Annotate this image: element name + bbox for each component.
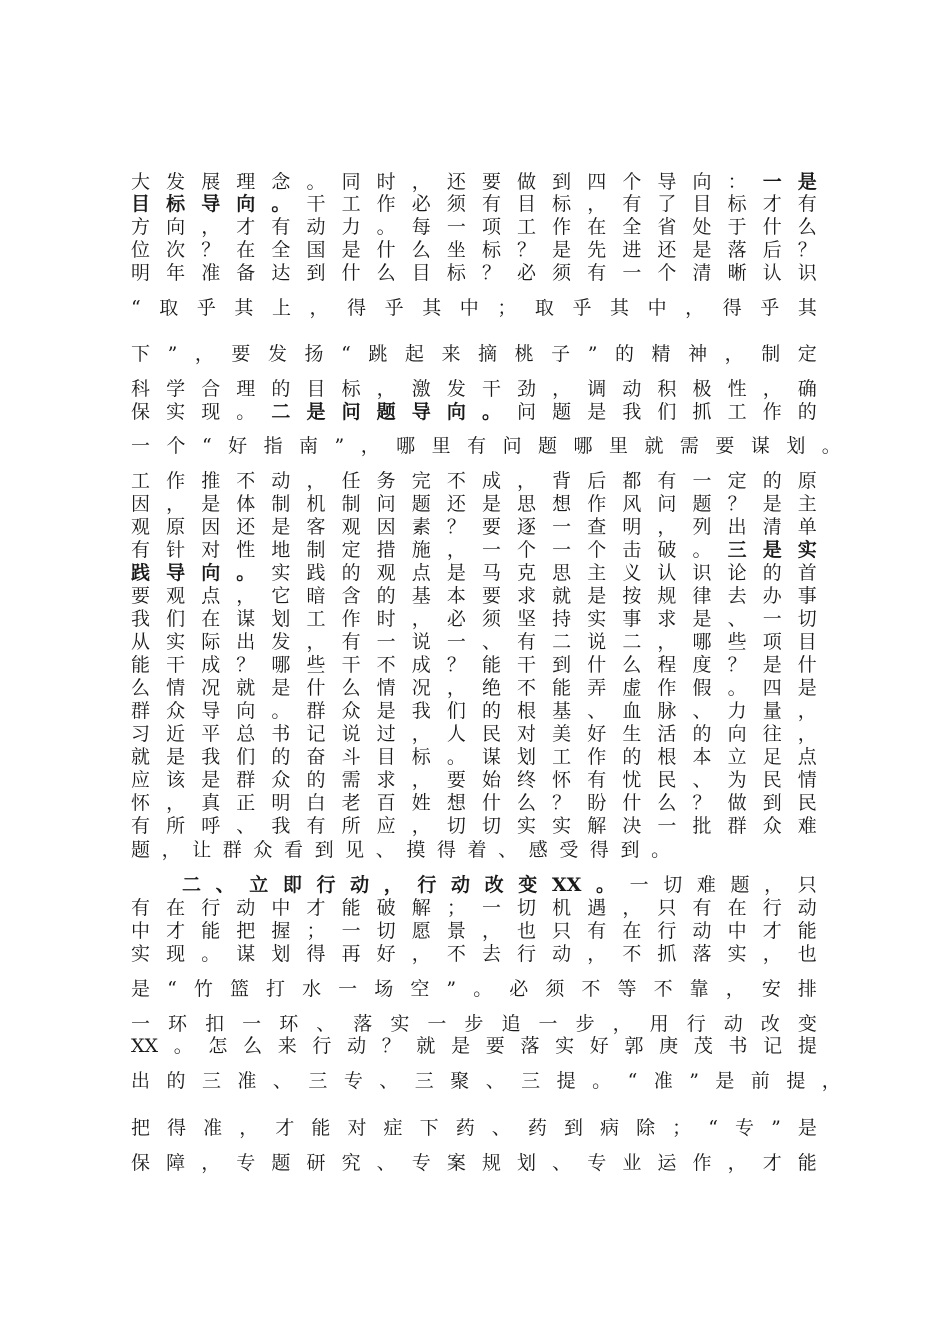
text-line: 目 标 导 向 。 干 工 作 必 须 有 目 标 ， 有 了 目 标 才 有 bbox=[131, 193, 817, 215]
text-line: 因 ， 是 体 制 机 制 问 题 还 是 思 想 作 风 问 题 ？ 是 主 bbox=[131, 493, 817, 515]
text-line: 能 干 成 ？ 哪 些 干 不 成 ？ 能 干 到 什 么 程 度 ？ 是 什 bbox=[131, 654, 817, 676]
text-line: 观 原 因 还 是 客 观 因 素 ？ 要 逐 一 查 明 ， 列 出 清 单 bbox=[131, 516, 817, 538]
text-line: 应 该 是 群 众 的 需 求 ， 要 始 终 怀 有 忧 民 、 为 民 情 bbox=[131, 769, 817, 791]
text-line: 我 们 在 谋 划 工 作 时 ， 必 须 坚 持 实 事 求 是 、 一 切 bbox=[131, 608, 817, 630]
text-line: 方 向 ， 才 有 动 力 。 每 一 项 工 作 在 全 省 处 于 什 么 bbox=[131, 216, 817, 238]
text-line: 保 实 现 。 二 是 问 题 导 向 。 问 题 是 我 们 抓 工 作 的 bbox=[131, 401, 817, 423]
text-line: XX 。 怎 么 来 行 动 ？ 就 是 要 落 实 好 郭 庚 茂 书 记 提 bbox=[131, 1035, 817, 1057]
text-line: 明 年 准 备 达 到 什 么 目 标 ？ 必 须 有 一 个 清 晰 认 识 bbox=[131, 262, 817, 284]
text-line: 下 ” ， 要 发 扬 “ 跳 起 来 摘 桃 子 ” 的 精 神 ， 制 定 bbox=[131, 343, 817, 365]
text-line: 实 现 。 谋 划 得 再 好 ， 不 去 行 动 ， 不 抓 落 实 ， 也 bbox=[131, 943, 817, 965]
text-line: 群 众 导 向 。 群 众 是 我 们 的 根 基 、 血 脉 、 力 量 ， bbox=[131, 700, 817, 722]
text-line: 有 针 对 性 地 制 定 措 施 ， 一 个 一 个 击 破 。 三 是 实 bbox=[131, 539, 817, 561]
text-line: 中 才 能 把 握 ； 一 切 愿 景 ， 也 只 有 在 行 动 中 才 能 bbox=[131, 920, 817, 942]
text-line: 大 发 展 理 念 。 同 时 ， 还 要 做 到 四 个 导 向 ： 一 是 bbox=[131, 171, 817, 193]
text-line: 么 情 况 就 是 什 么 情 况 ， 绝 不 能 弄 虚 作 假 。 四 是 bbox=[131, 677, 817, 699]
text-line: 怀 ， 真 正 明 白 老 百 姓 想 什 么 ？ 盼 什 么 ？ 做 到 民 bbox=[131, 792, 817, 814]
text-line: 工 作 推 不 动 ， 任 务 完 不 成 ， 背 后 都 有 一 定 的 原 bbox=[131, 470, 817, 492]
text-line: 是 “ 竹 篮 打 水 一 场 空 ” 。 必 须 不 等 不 靠 ， 安 排 bbox=[131, 978, 817, 1000]
text-line: 二 、 立 即 行 动 ， 行 动 改 变 XX 。 一 切 难 题 ， 只 bbox=[182, 874, 817, 896]
text-line: 习 近 平 总 书 记 说 过 ， 人 民 对 美 好 生 活 的 向 往 ， bbox=[131, 723, 817, 745]
text-line: 一 环 扣 一 环 、 落 实 一 步 追 一 步 ， 用 行 动 改 变 bbox=[131, 1013, 817, 1035]
text-line: 题 ， 让 群 众 看 到 见 、 摸 得 着 、 感 受 得 到 。 bbox=[131, 839, 671, 861]
text-line: 要 观 点 ， 它 暗 含 的 基 本 要 求 就 是 按 规 律 去 办 事 bbox=[131, 585, 817, 607]
text-line: 保 障 ， 专 题 研 究 、 专 案 规 划 、 专 业 运 作 ， 才 能 bbox=[131, 1152, 817, 1174]
text-line: 科 学 合 理 的 目 标 ， 激 发 干 劲 ， 调 动 积 极 性 ， 确 bbox=[131, 378, 817, 400]
text-line: 就 是 我 们 的 奋 斗 目 标 。 谋 划 工 作 的 根 本 立 足 点 bbox=[131, 746, 817, 768]
text-line: 有 在 行 动 中 才 能 破 解 ； 一 切 机 遇 ， 只 有 在 行 动 bbox=[131, 897, 817, 919]
text-line: 位 次 ？ 在 全 国 是 什 么 坐 标 ？ 是 先 进 还 是 落 后 ？ bbox=[131, 239, 817, 261]
text-line: 把 得 准 ， 才 能 对 症 下 药 、 药 到 病 除 ； “ 专 ” 是 bbox=[131, 1117, 817, 1139]
text-line: 一 个 “ 好 指 南 ” ， 哪 里 有 问 题 哪 里 就 需 要 谋 划 。 bbox=[131, 435, 841, 457]
text-line: 出 的 三 准 、 三 专 、 三 聚 、 三 提 。 “ 准 ” 是 前 提 ， bbox=[131, 1070, 841, 1092]
text-line: 践 导 向 。 实 践 的 观 点 是 马 克 思 主 义 认 识 论 的 首 bbox=[131, 562, 817, 584]
text-line: 有 所 呼 、 我 有 所 应 ， 切 切 实 实 解 决 一 批 群 众 难 bbox=[131, 815, 817, 837]
text-line: 从 实 际 出 发 ， 有 一 说 一 、 有 二 说 二 ， 哪 些 项 目 bbox=[131, 631, 817, 653]
text-line: “ 取 乎 其 上 ， 得 乎 其 中 ； 取 乎 其 中 ， 得 乎 其 bbox=[131, 297, 817, 319]
